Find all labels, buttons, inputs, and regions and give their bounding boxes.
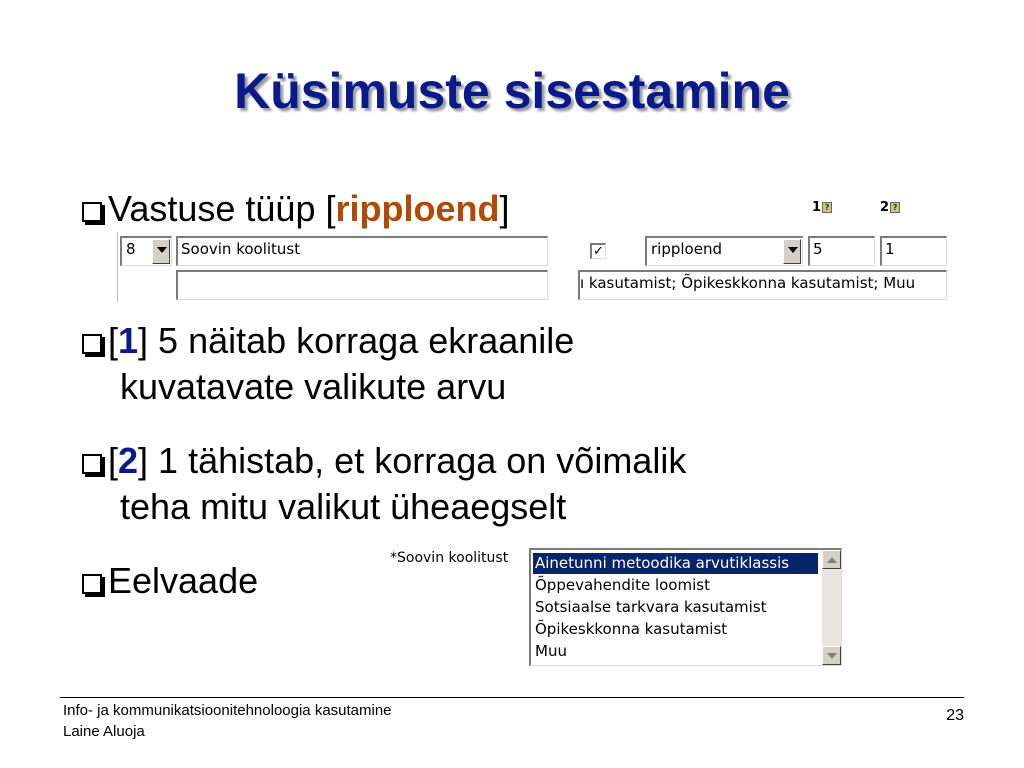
preview-listbox[interactable]: [529, 548, 842, 666]
preview-label: *Soovin koolitust: [390, 550, 509, 566]
list-item[interactable]: Sotsiaalse tarkvara kasutamist: [535, 598, 767, 616]
help-icon[interactable]: ?: [890, 202, 900, 213]
list-item[interactable]: Õpikeskkonna kasutamist: [535, 620, 728, 638]
column-header-2: [880, 200, 900, 215]
bullet-answer-type: [80, 186, 510, 232]
footer-author: Laine Aluoja: [63, 723, 145, 740]
list-item[interactable]: Muu: [535, 642, 567, 660]
bullet-keyword: 2: [118, 440, 139, 481]
divider: [117, 232, 118, 302]
slide-title: Küsimuste sisestamine: [234, 63, 790, 119]
bullet-preview: [80, 558, 258, 604]
footer-course: Info- ja kommunikatsioonitehnoloogia kasutamine: [63, 702, 392, 719]
question-number-value: 8: [126, 240, 136, 258]
column-header-1-label: 1: [812, 200, 822, 215]
required-checkbox[interactable]: ✓: [590, 243, 606, 259]
question-text-input[interactable]: Soovin koolitust: [176, 236, 548, 266]
question-number-select[interactable]: [120, 236, 172, 266]
checkbox-bullet-icon: [82, 574, 102, 594]
bullet-visible-count: [80, 318, 574, 410]
question-second-input[interactable]: [176, 270, 548, 300]
scroll-down-icon[interactable]: [822, 646, 841, 665]
footer-divider: [60, 697, 964, 698]
bullet-continuation: teha mitu valikut üheaegselt: [120, 486, 567, 527]
visible-count-input[interactable]: 5: [808, 236, 875, 266]
answer-type-select[interactable]: [645, 236, 803, 266]
bullet-prefix: [: [108, 320, 119, 361]
column-header-2-label: 2: [880, 200, 890, 215]
scroll-up-icon[interactable]: [822, 550, 841, 569]
page-number: 23: [946, 707, 964, 724]
options-input[interactable]: ı kasutamist; Õpikeskkonna kasutamist; Muu: [578, 270, 947, 300]
bullet-continuation: kuvatavate valikute arvu: [120, 366, 507, 407]
footer: [63, 700, 392, 742]
bullet-keyword: 1: [118, 320, 139, 361]
answer-type-value: ripploend: [651, 240, 722, 258]
checkbox-bullet-icon: [82, 202, 102, 222]
bullet-text: ] 5 näitab korraga ekraanile: [138, 320, 575, 361]
bullet-keyword: ripploend: [335, 188, 500, 229]
chevron-down-icon[interactable]: [152, 239, 170, 264]
bullet-prefix: Vastuse tüüp [: [108, 188, 336, 229]
bullet-suffix: ]: [499, 188, 510, 229]
bullet-multiple-select: [80, 438, 686, 530]
help-icon[interactable]: ?: [822, 202, 832, 213]
vertical-scrollbar[interactable]: [822, 550, 841, 665]
checkbox-bullet-icon: [82, 454, 102, 474]
multiple-select-input[interactable]: 1: [880, 236, 947, 266]
list-item[interactable]: Ainetunni metoodika arvutiklassis: [533, 553, 818, 574]
list-item[interactable]: Õppevahendite loomist: [535, 576, 710, 594]
chevron-down-icon[interactable]: [783, 239, 801, 264]
bullet-text: Eelvaade: [108, 560, 259, 601]
bullet-text: ] 1 tähistab, et korraga on võimalik: [138, 440, 687, 481]
column-header-1: [812, 200, 832, 215]
checkbox-bullet-icon: [82, 334, 102, 354]
bullet-prefix: [: [108, 440, 119, 481]
